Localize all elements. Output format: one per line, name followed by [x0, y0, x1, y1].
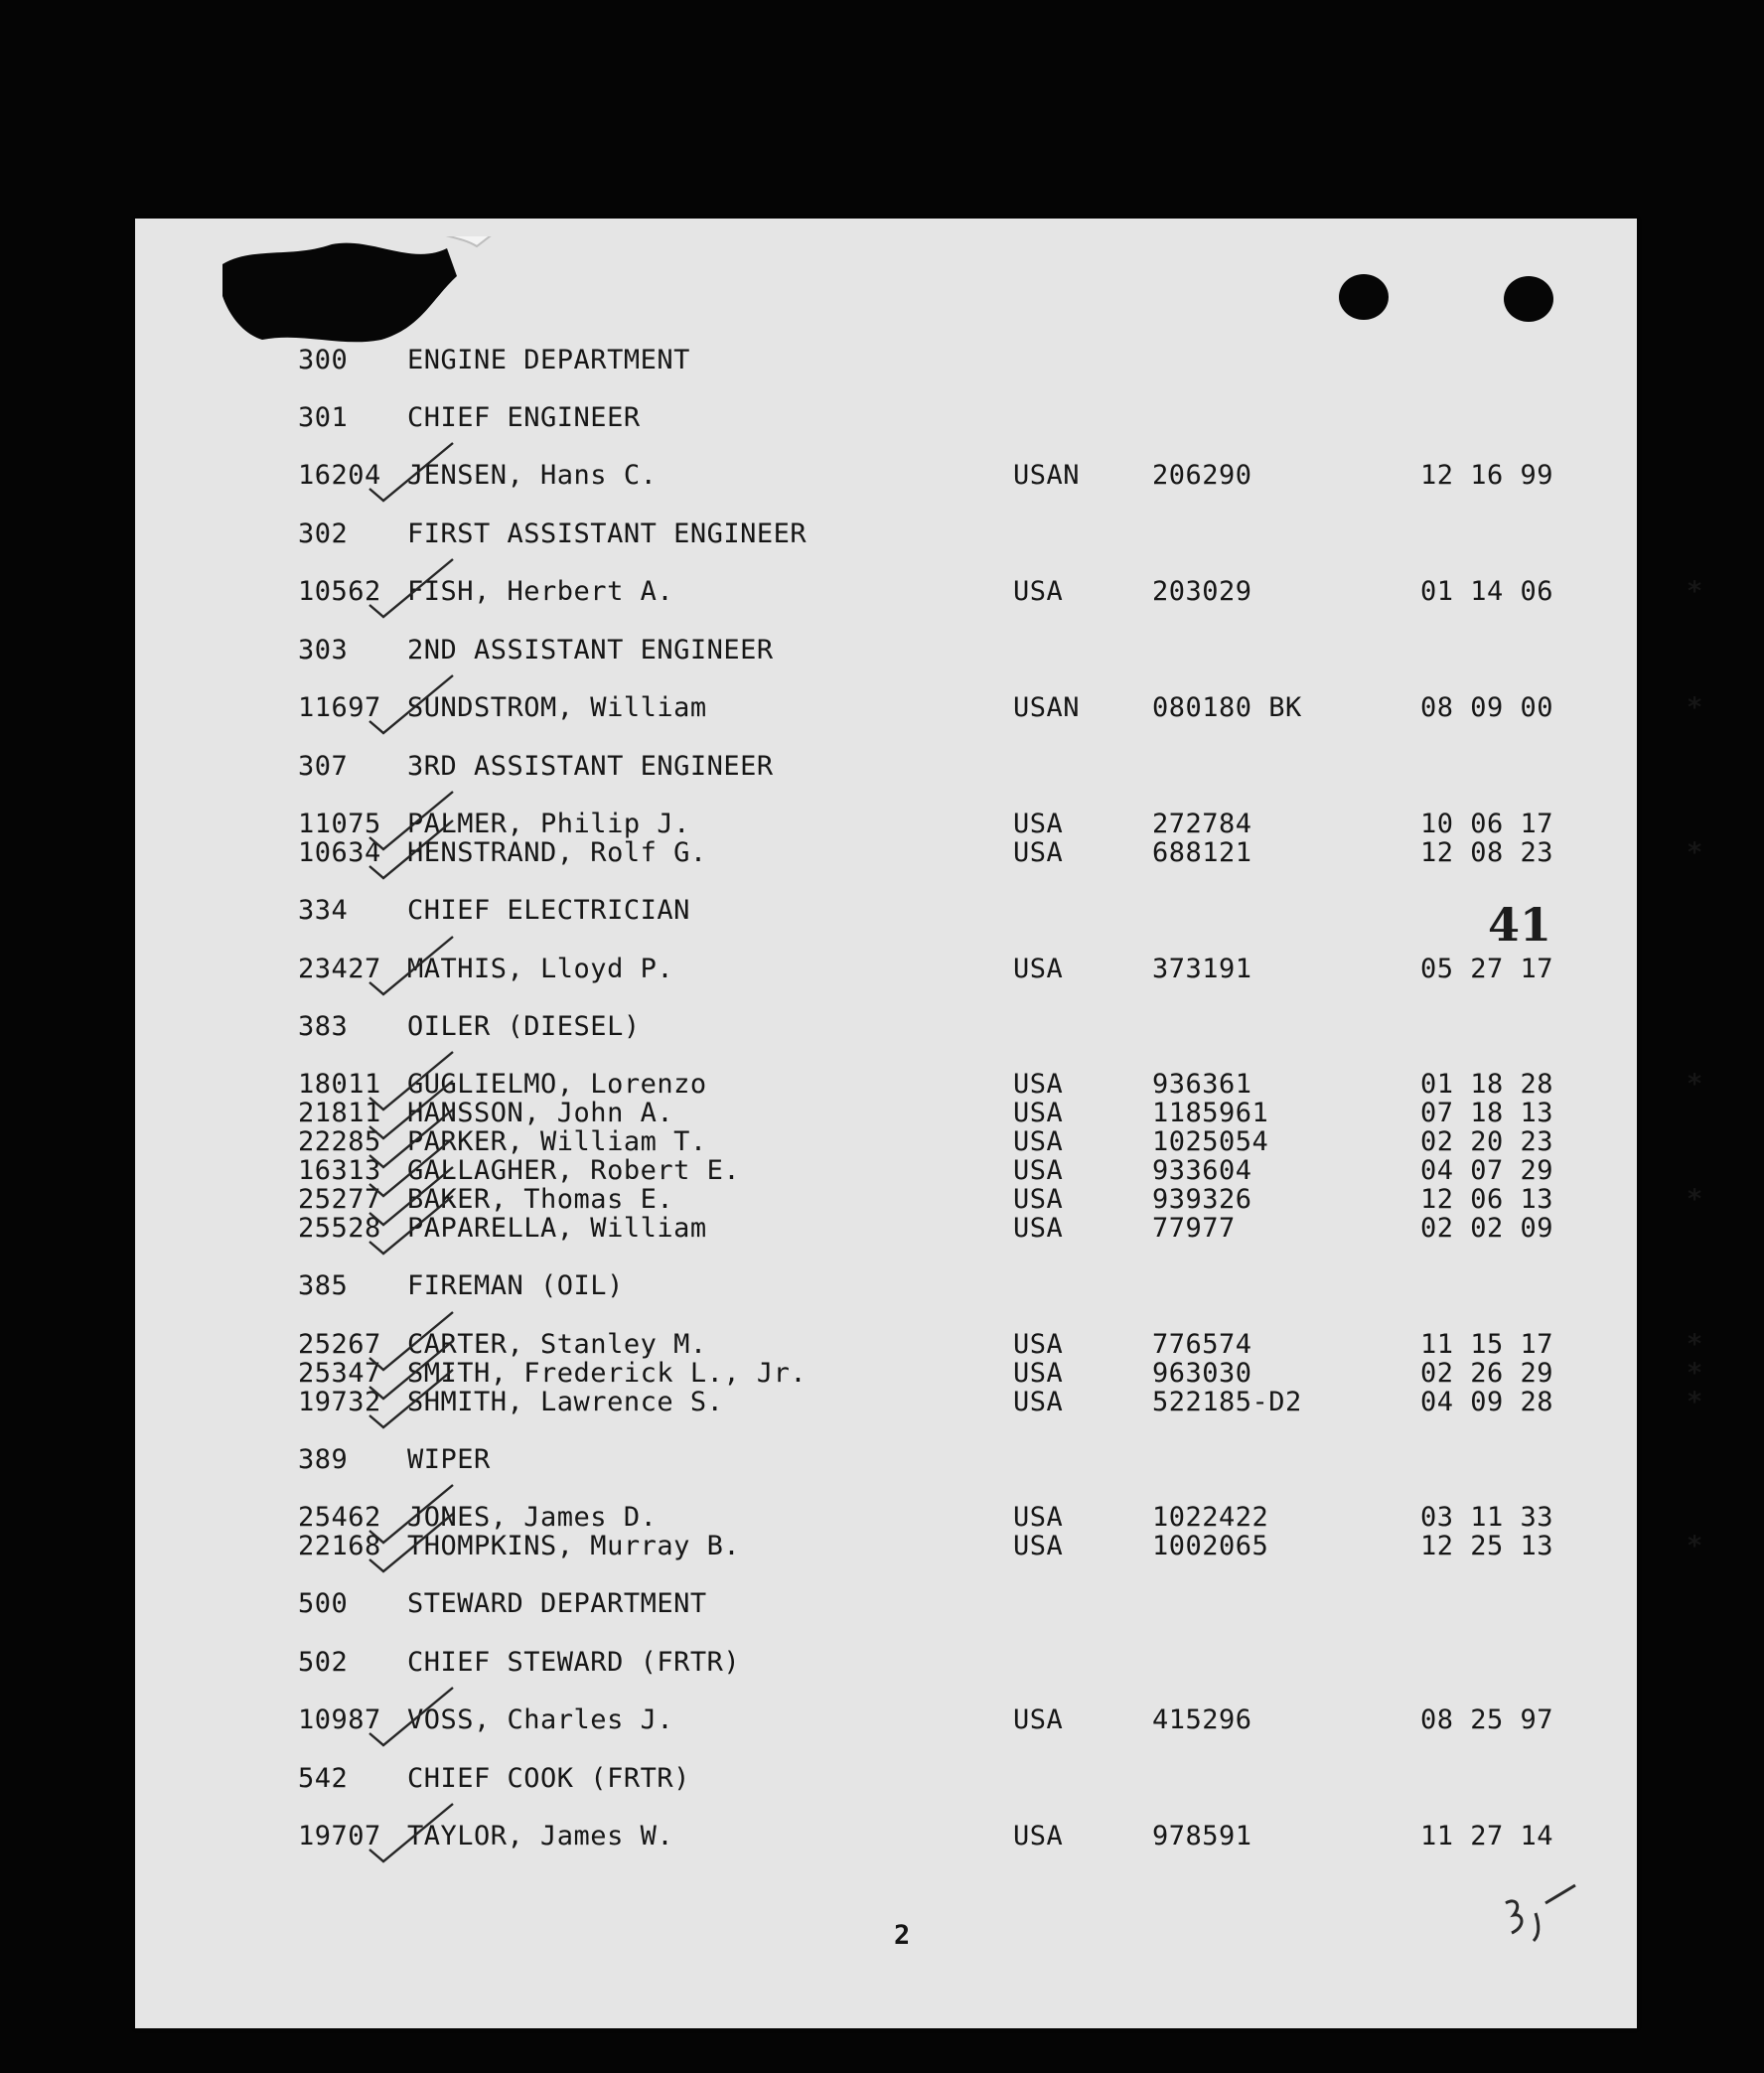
- rating-title: FIREMAN (OIL): [407, 1270, 624, 1301]
- crew-name: VOSS, Charles J.: [407, 1704, 674, 1735]
- crew-name: BAKER, Thomas E.: [407, 1184, 674, 1215]
- birth-date: 07 18 13: [1420, 1098, 1554, 1128]
- rating-title: OILER (DIESEL): [407, 1011, 641, 1042]
- citizenship: USAN: [1013, 692, 1081, 723]
- crew-name: SMITH, Frederick L., Jr.: [407, 1358, 808, 1389]
- z-number: 1002065: [1152, 1531, 1269, 1561]
- crew-name: PARKER, William T.: [407, 1126, 707, 1157]
- crew-name: GUGLIELMO, Lorenzo: [407, 1069, 707, 1100]
- citizenship: USA: [1013, 1098, 1064, 1128]
- citizenship: USA: [1013, 1704, 1064, 1735]
- asterisk-mark: *: [1687, 1329, 1703, 1360]
- birth-date: 04 07 29: [1420, 1155, 1554, 1186]
- book-number: 25267: [298, 1329, 381, 1360]
- crew-name: PALMER, Philip J.: [407, 809, 690, 839]
- rating-title: WIPER: [407, 1444, 491, 1475]
- birth-date: 02 02 09: [1420, 1213, 1554, 1244]
- citizenship: USA: [1013, 809, 1064, 839]
- rating-code: 385: [298, 1270, 349, 1301]
- birth-date: 04 09 28: [1420, 1387, 1554, 1417]
- crew-list: [298, 219, 1703, 2028]
- rating-title: FIRST ASSISTANT ENGINEER: [407, 518, 808, 549]
- rating-title: 3RD ASSISTANT ENGINEER: [407, 751, 774, 782]
- book-number: 19732: [298, 1387, 381, 1417]
- citizenship: USA: [1013, 1329, 1064, 1360]
- citizenship: USA: [1013, 1387, 1064, 1417]
- citizenship: USA: [1013, 1126, 1064, 1157]
- book-number: 19707: [298, 1821, 381, 1851]
- z-number: 1025054: [1152, 1126, 1269, 1157]
- page-number: 2: [894, 1920, 911, 1951]
- z-number: 415296: [1152, 1704, 1252, 1735]
- birth-date: 10 06 17: [1420, 809, 1554, 839]
- pencil-annotation: [1500, 1883, 1589, 1953]
- rating-code: 542: [298, 1763, 349, 1794]
- rating-code: 334: [298, 895, 349, 926]
- book-number: 11075: [298, 809, 381, 839]
- citizenship: USA: [1013, 1502, 1064, 1533]
- asterisk-mark: *: [1687, 1358, 1703, 1389]
- crew-name: JONES, James D.: [407, 1502, 658, 1533]
- z-number: 522185-D2: [1152, 1387, 1302, 1417]
- book-number: 25347: [298, 1358, 381, 1389]
- book-number: 25528: [298, 1213, 381, 1244]
- asterisk-mark: *: [1687, 1387, 1703, 1417]
- citizenship: USA: [1013, 1155, 1064, 1186]
- crew-name: JENSEN, Hans C.: [407, 460, 658, 491]
- citizenship: USAN: [1013, 460, 1081, 491]
- citizenship: USA: [1013, 1358, 1064, 1389]
- z-number: 933604: [1152, 1155, 1252, 1186]
- rating-title: CHIEF ENGINEER: [407, 402, 641, 433]
- birth-date: 05 27 17: [1420, 954, 1554, 984]
- birth-date: 01 18 28: [1420, 1069, 1554, 1100]
- rating-code: 302: [298, 518, 349, 549]
- asterisk-mark: *: [1687, 576, 1703, 607]
- rating-code: 300: [298, 345, 349, 375]
- book-number: 16313: [298, 1155, 381, 1186]
- z-number: 206290: [1152, 460, 1252, 491]
- z-number: 978591: [1152, 1821, 1252, 1851]
- birth-date: 12 25 13: [1420, 1531, 1554, 1561]
- birth-date: 03 11 33: [1420, 1502, 1554, 1533]
- asterisk-mark: *: [1687, 1069, 1703, 1100]
- crew-name: HENSTRAND, Rolf G.: [407, 837, 707, 868]
- citizenship: USA: [1013, 1184, 1064, 1215]
- z-number: 939326: [1152, 1184, 1252, 1215]
- book-number: 25277: [298, 1184, 381, 1215]
- birth-date: 01 14 06: [1420, 576, 1554, 607]
- crew-name: GALLAGHER, Robert E.: [407, 1155, 741, 1186]
- book-number: 10562: [298, 576, 381, 607]
- book-number: 21811: [298, 1098, 381, 1128]
- birth-date: 12 16 99: [1420, 460, 1554, 491]
- crew-name: SUNDSTROM, William: [407, 692, 707, 723]
- crew-name: MATHIS, Lloyd P.: [407, 954, 674, 984]
- rating-code: 500: [298, 1588, 349, 1619]
- rating-title: CHIEF COOK (FRTR): [407, 1763, 690, 1794]
- z-number: 936361: [1152, 1069, 1252, 1100]
- birth-date: 02 26 29: [1420, 1358, 1554, 1389]
- document-page: [135, 219, 1703, 2028]
- citizenship: USA: [1013, 576, 1064, 607]
- z-number: 080180 BK: [1152, 692, 1302, 723]
- book-number: 11697: [298, 692, 381, 723]
- z-number: 1185961: [1152, 1098, 1269, 1128]
- z-number: 77977: [1152, 1213, 1236, 1244]
- rating-code: 383: [298, 1011, 349, 1042]
- birth-date: 08 25 97: [1420, 1704, 1554, 1735]
- birth-date: 11 27 14: [1420, 1821, 1554, 1851]
- citizenship: USA: [1013, 837, 1064, 868]
- birth-date: 02 20 23: [1420, 1126, 1554, 1157]
- rating-code: 502: [298, 1647, 349, 1678]
- birth-date: 12 06 13: [1420, 1184, 1554, 1215]
- rating-code: 389: [298, 1444, 349, 1475]
- book-number: 16204: [298, 460, 381, 491]
- crew-name: PAPARELLA, William: [407, 1213, 707, 1244]
- rating-code: 303: [298, 635, 349, 666]
- rating-title: CHIEF ELECTRICIAN: [407, 895, 690, 926]
- asterisk-mark: *: [1687, 1184, 1703, 1215]
- asterisk-mark: *: [1687, 692, 1703, 723]
- z-number: 272784: [1152, 809, 1252, 839]
- citizenship: USA: [1013, 1821, 1064, 1851]
- crew-name: TAYLOR, James W.: [407, 1821, 674, 1851]
- asterisk-mark: *: [1687, 1531, 1703, 1561]
- z-number: 203029: [1152, 576, 1252, 607]
- crew-name: FISH, Herbert A.: [407, 576, 674, 607]
- book-number: 22285: [298, 1126, 381, 1157]
- citizenship: USA: [1013, 1531, 1064, 1561]
- rating-title: ENGINE DEPARTMENT: [407, 345, 690, 375]
- citizenship: USA: [1013, 1069, 1064, 1100]
- z-number: 963030: [1152, 1358, 1252, 1389]
- book-number: 10634: [298, 837, 381, 868]
- crew-name: CARTER, Stanley M.: [407, 1329, 707, 1360]
- crew-name: SHMITH, Lawrence S.: [407, 1387, 724, 1417]
- birth-date: 11 15 17: [1420, 1329, 1554, 1360]
- z-number: 688121: [1152, 837, 1252, 868]
- citizenship: USA: [1013, 1213, 1064, 1244]
- sheet-number: 41: [1488, 898, 1552, 952]
- z-number: 373191: [1152, 954, 1252, 984]
- z-number: 1022422: [1152, 1502, 1269, 1533]
- book-number: 10987: [298, 1704, 381, 1735]
- birth-date: 08 09 00: [1420, 692, 1554, 723]
- rating-title: 2ND ASSISTANT ENGINEER: [407, 635, 774, 666]
- book-number: 18011: [298, 1069, 381, 1100]
- z-number: 776574: [1152, 1329, 1252, 1360]
- citizenship: USA: [1013, 954, 1064, 984]
- crew-name: THOMPKINS, Murray B.: [407, 1531, 741, 1561]
- book-number: 25462: [298, 1502, 381, 1533]
- book-number: 23427: [298, 954, 381, 984]
- rating-title: CHIEF STEWARD (FRTR): [407, 1647, 741, 1678]
- rating-code: 301: [298, 402, 349, 433]
- crew-name: HANSSON, John A.: [407, 1098, 674, 1128]
- book-number: 22168: [298, 1531, 381, 1561]
- rating-code: 307: [298, 751, 349, 782]
- birth-date: 12 08 23: [1420, 837, 1554, 868]
- asterisk-mark: *: [1687, 837, 1703, 868]
- rating-title: STEWARD DEPARTMENT: [407, 1588, 707, 1619]
